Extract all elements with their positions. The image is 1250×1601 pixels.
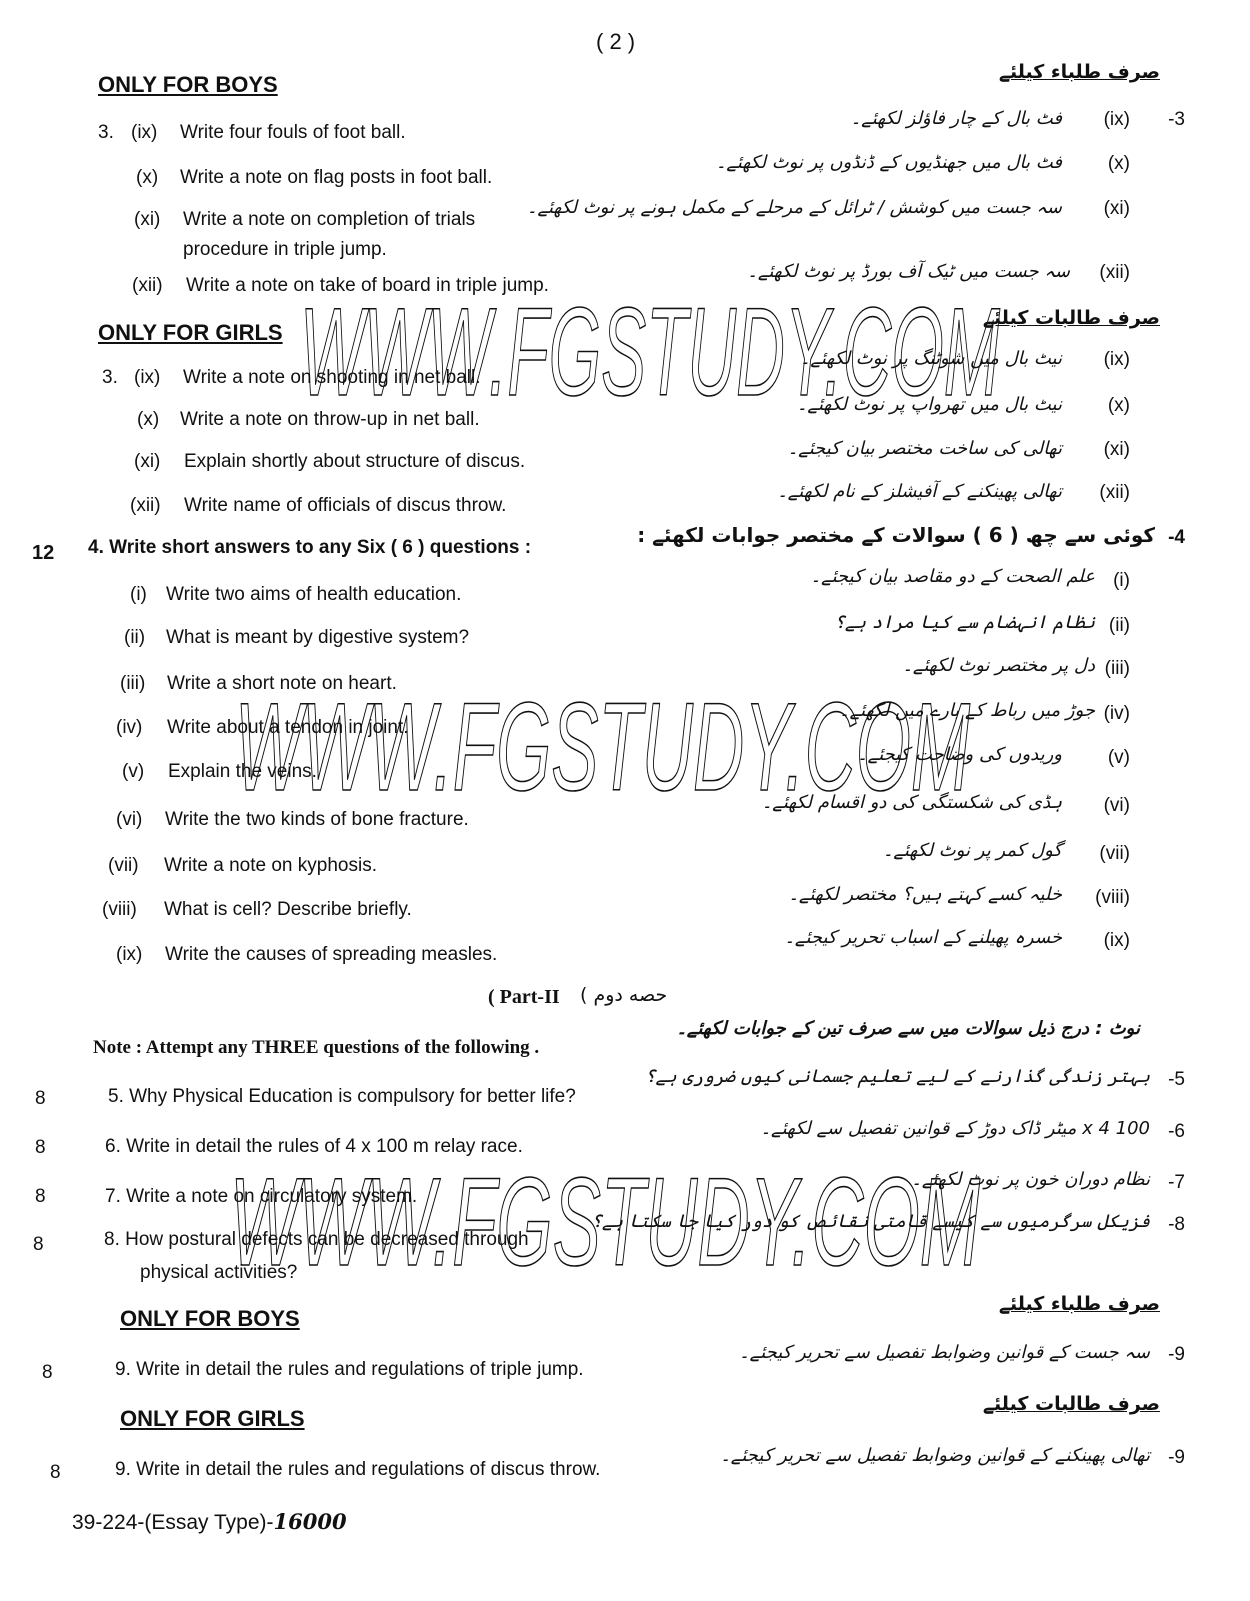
q4-iv-roman-ur: (iv) <box>1103 703 1130 724</box>
q4-vi-roman: (vi) <box>116 809 143 830</box>
q4-v-ur: وریدوں کی وضاحت کیجئے۔ <box>857 744 1062 765</box>
q7-text: 7. Write a note on circulatory system. <box>105 1186 418 1207</box>
q4-iv-text: Write about a tendon in joint. <box>167 717 409 738</box>
q3-boys-ix-roman-ur: (ix) <box>1103 109 1130 130</box>
q9-girls-ur-num: -9 <box>1168 1447 1185 1468</box>
q7-ur: نظام دوران خون پر نوٹ لکھئے۔ <box>911 1169 1150 1190</box>
part2-title: ( Part-II <box>488 986 560 1008</box>
q4-iii-text: Write a short note on heart. <box>167 673 397 694</box>
q9-girls-text: 9. Write in detail the rules and regulations of discus throw. <box>115 1459 601 1480</box>
q6-ur-num: -6 <box>1168 1121 1185 1142</box>
q4-v-roman: (v) <box>122 761 145 782</box>
part2-girls-heading: ONLY FOR GIRLS <box>120 1406 305 1431</box>
q3-boys-xii-ur: سہ جست میں ٹیک آف بورڈ پر نوٹ لکھئے۔ <box>747 261 1070 282</box>
q8-ur: فزیکل سرگرمیوں سے کیسے قامتی نقائص کو دور کیا جا سکتا ہے؟ <box>591 1211 1150 1232</box>
q3-girls-ix-ur: نیٹ بال میں شوٹنگ پر نوٹ لکھئے۔ <box>799 348 1062 369</box>
q4-viii-text: What is cell? Describe briefly. <box>164 899 412 920</box>
watermark-text-1: WWW.FGSTUDY.COM <box>300 283 1001 422</box>
q6-text: 6. Write in detail the rules of 4 x 100 m relay race. <box>105 1136 523 1157</box>
part2-boys-heading-ur: صرف طلباء کیلئے <box>998 1293 1160 1315</box>
q4-heading: 4. Write short answers to any Six ( 6 ) questions : <box>88 537 532 558</box>
q3-boys-ur-num: -3 <box>1168 109 1185 130</box>
q4-viii-ur: خلیہ کسے کہتے ہیں؟ مختصر لکھئے۔ <box>788 884 1062 905</box>
q6-ur: 100 x 4 میٹر ڈاک دوڑ کے قوانین تفصیل سے لکھئے۔ <box>760 1118 1150 1139</box>
q4-ix-roman-ur: (ix) <box>1103 930 1130 951</box>
q3-boys-xi-text2: procedure in triple jump. <box>183 239 387 260</box>
q4-vi-ur: ہڈی کی شکستگی کی دو اقسام لکھئے۔ <box>761 792 1062 813</box>
q3-girls-x-roman-ur: (x) <box>1107 395 1130 416</box>
q3-boys-ix-text: Write four fouls of foot ball. <box>180 122 406 143</box>
q4-iii-roman: (iii) <box>120 673 146 694</box>
q4-viii-roman: (viii) <box>102 899 137 920</box>
q4-viii-roman-ur: (viii) <box>1095 887 1130 908</box>
q3-girls-xii-roman-ur: (xii) <box>1099 482 1130 503</box>
q5-text: 5. Why Physical Education is compulsory for better life? <box>108 1086 576 1107</box>
q6-marks: 8 <box>35 1137 46 1158</box>
q4-i-roman: (i) <box>130 584 147 605</box>
q3-girls-num: 3. <box>102 367 118 388</box>
q3-girls-xi-roman: (xi) <box>134 451 161 472</box>
q4-i-roman-ur: (i) <box>1113 570 1130 591</box>
q3-girls-ix-roman-ur: (ix) <box>1103 349 1130 370</box>
footer-code <box>72 1510 347 1535</box>
q3-boys-xii-text: Write a note on take of board in triple jump. <box>186 275 549 296</box>
girls-heading: ONLY FOR GIRLS <box>98 320 283 345</box>
q4-ii-roman-ur: (ii) <box>1108 615 1130 636</box>
q4-vi-text: Write the two kinds of bone fracture. <box>165 809 469 830</box>
watermark-text-3: WWW.FGSTUDY.COM <box>230 1153 981 1292</box>
q9-girls-marks: 8 <box>50 1462 61 1483</box>
q3-boys-xi-roman: (xi) <box>134 209 161 230</box>
q9-boys-text: 9. Write in detail the rules and regulations of triple jump. <box>115 1359 584 1380</box>
q8-marks: 8 <box>33 1234 44 1255</box>
q4-iv-ur: جوڑ میں رباط کے بارے میں لکھئے۔ <box>839 700 1095 721</box>
part2-girls-heading-ur: صرف طالبات کیلئے <box>982 1393 1160 1415</box>
q3-boys-x-ur: فٹ بال میں جھنڈیوں کے ڈنڈوں پر نوٹ لکھئے۔ <box>715 152 1062 173</box>
q4-ii-text: What is meant by digestive system? <box>166 627 470 648</box>
q4-ix-ur: خسرہ پھیلنے کے اسباب تحریر کیجئے۔ <box>784 927 1062 948</box>
q3-boys-xii-roman: (xii) <box>132 275 163 296</box>
q4-iii-roman-ur: (iii) <box>1104 658 1130 679</box>
q7-marks: 8 <box>35 1186 46 1207</box>
q9-boys-ur-num: -9 <box>1168 1344 1185 1365</box>
part2-boys-heading: ONLY FOR BOYS <box>120 1306 300 1331</box>
q4-vii-text: Write a note on kyphosis. <box>164 855 377 876</box>
q3-girls-xi-text: Explain shortly about structure of discus. <box>184 451 526 472</box>
q5-ur-num: -5 <box>1168 1069 1185 1090</box>
q4-vii-ur: گول کمر پر نوٹ لکھئے۔ <box>882 840 1062 861</box>
q3-boys-xi-text: Write a note on completion of trials <box>183 209 476 230</box>
girls-heading-ur: صرف طالبات کیلئے <box>982 307 1160 329</box>
q3-boys-x-roman: (x) <box>136 167 159 188</box>
q3-girls-x-text: Write a note on throw-up in net ball. <box>180 409 480 430</box>
q4-i-ur: علم الصحت کے دو مقاصد بیان کیجئے۔ <box>810 566 1095 587</box>
footer-code-text: 39-224-(Essay Type)- <box>72 1511 274 1534</box>
q5-ur: بہتر زندگی گذارنے کے لیے تعلیم جسمانی کیوں ضروری ہے؟ <box>644 1066 1150 1087</box>
q8-text2: physical activities? <box>140 1262 298 1283</box>
boys-heading-ur: صرف طلباء کیلئے <box>998 61 1160 83</box>
part2-note: Note : Attempt any THREE questions of the following . <box>93 1037 540 1058</box>
q3-boys-x-text: Write a note on flag posts in foot ball. <box>180 167 493 188</box>
q9-girls-ur: تھالی پھینکنے کے قوانین وضوابط تفصیل سے تحریر کیجئے۔ <box>720 1445 1150 1466</box>
q3-girls-xii-text: Write name of officials of discus throw. <box>184 495 507 516</box>
footer-count: 16000 <box>273 1509 347 1534</box>
q4-vii-roman: (vii) <box>108 855 139 876</box>
q4-ur-num: -4 <box>1168 527 1185 548</box>
watermark-text-2: WWW.FGSTUDY.COM <box>235 678 971 817</box>
q3-boys-xii-roman-ur: (xii) <box>1099 262 1130 283</box>
q3-girls-ix-text: Write a note on shooting in net ball. <box>183 367 481 388</box>
q3-girls-x-roman: (x) <box>137 409 160 430</box>
q3-girls-xi-roman-ur: (xi) <box>1103 439 1130 460</box>
q3-boys-x-roman-ur: (x) <box>1107 153 1130 174</box>
q3-boys-num: 3. <box>98 122 114 143</box>
q4-iv-roman: (iv) <box>116 717 143 738</box>
q4-iii-ur: دل پر مختصر نوٹ لکھئے۔ <box>902 655 1095 676</box>
q4-vi-roman-ur: (vi) <box>1103 795 1130 816</box>
part2-note-ur: نوٹ : درج ذیل سوالات میں سے صرف تین کے جوابات لکھئے۔ <box>676 1018 1140 1039</box>
q3-boys-xi-ur: سہ جست میں کوشش / ٹرائل کے مرحلے کے مکمل ہونے پر نوٹ لکھئے۔ <box>526 197 1062 218</box>
q9-boys-marks: 8 <box>42 1362 53 1383</box>
q4-v-roman-ur: (v) <box>1107 747 1130 768</box>
q8-ur-num: -8 <box>1168 1214 1185 1235</box>
q4-ii-roman: (ii) <box>124 627 146 648</box>
q5-marks: 8 <box>35 1088 46 1109</box>
q7-ur-num: -7 <box>1168 1172 1185 1193</box>
q3-girls-xi-ur: تھالی کی ساخت مختصر بیان کیجئے۔ <box>787 438 1062 459</box>
boys-heading: ONLY FOR BOYS <box>98 72 278 97</box>
q3-girls-xii-ur: تھالی پھینکنے کے آفیشلز کے نام لکھئے۔ <box>777 481 1062 502</box>
q3-girls-ix-roman: (ix) <box>134 367 161 388</box>
page-number: ( 2 ) <box>596 29 636 54</box>
q4-marks: 12 <box>32 542 55 564</box>
q4-ix-text: Write the causes of spreading measles. <box>165 944 498 965</box>
q3-girls-x-ur: نیٹ بال میں تھرواپ پر نوٹ لکھئے۔ <box>796 394 1062 415</box>
q3-boys-ix-roman: (ix) <box>131 122 158 143</box>
q3-girls-xii-roman: (xii) <box>130 495 161 516</box>
q4-ii-ur: نظام انہضام سے کیا مراد ہے؟ <box>834 612 1095 633</box>
q9-boys-ur: سہ جست کے قوانین وضوابط تفصیل سے تحریر کیجئے۔ <box>739 1342 1150 1363</box>
q8-text: 8. How postural defects can be decreased through <box>104 1229 529 1250</box>
q4-v-text: Explain the veins. <box>168 761 317 782</box>
q4-vii-roman-ur: (vii) <box>1099 843 1130 864</box>
part2-title-ur: حصه دوم ) <box>580 984 668 1006</box>
q4-ix-roman: (ix) <box>116 944 143 965</box>
q4-i-text: Write two aims of health education. <box>166 584 462 605</box>
q3-boys-ix-ur: فٹ بال کے چار فاؤلز لکھئے۔ <box>850 108 1062 129</box>
q3-boys-xi-roman-ur: (xi) <box>1103 198 1130 219</box>
q4-heading-ur: کوئی سے چھ ( 6 ) سوالات کے مختصر جوابات لکھئے : <box>637 523 1155 547</box>
